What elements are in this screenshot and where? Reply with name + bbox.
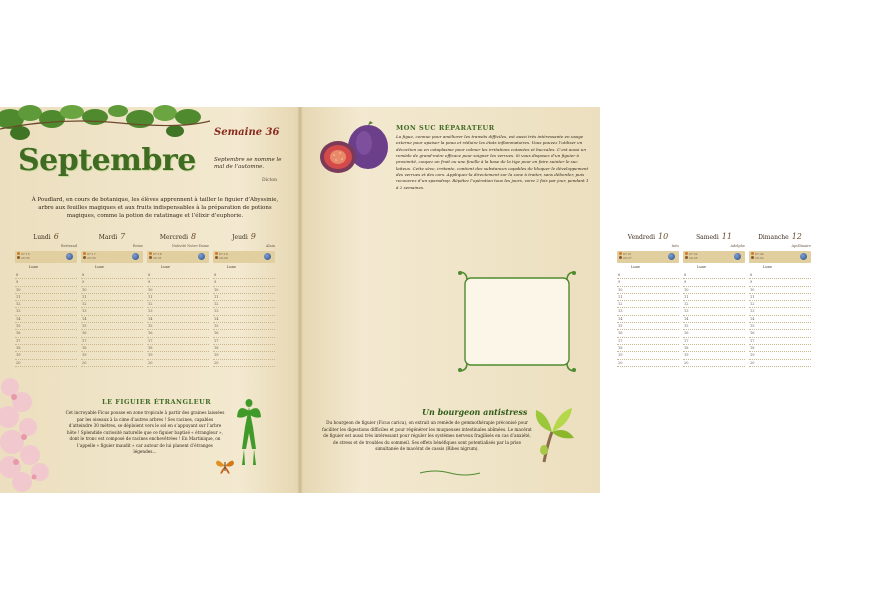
bourgeon-section-text: Du bourgeon de figuier (Ficus carica), on extrait un remède de gemmothérapie préconisé pour faciliter les digestions difficiles et pour régénérer les muqueuses intestinales abîmées. Le macérat de figuier est aussi très intéressant pour réguler les systèmes nerveux fragilisés en cas d’anxiété, de stress et de troubles du sommeil. Ses effets bénéfiques sont potentialisés par la prise simultanée de macérat de cassis (Ribes nigrum). (322, 420, 532, 451)
sunrise-icon (215, 252, 218, 255)
cherry-blossom-illustration (0, 367, 60, 493)
hour-label: 19 (750, 353, 755, 358)
hour-row[interactable] (617, 345, 679, 352)
sunset-icon (83, 256, 86, 259)
hour-row[interactable] (81, 338, 143, 345)
saint-name: Alain (265, 244, 275, 248)
day-column (617, 232, 679, 365)
hour-row[interactable] (617, 294, 679, 301)
sun-times (617, 251, 679, 263)
hour-grid (617, 272, 679, 367)
hour-grid (213, 272, 275, 367)
hour-label: 15 (148, 324, 153, 329)
sunset-time: 20:35 (21, 256, 30, 260)
proverb-source: Dicton (262, 178, 277, 183)
hour-label: 17 (148, 338, 153, 343)
hour-label: 9 (684, 280, 687, 285)
hour-row[interactable] (147, 352, 209, 359)
hour-label: 11 (214, 294, 219, 299)
sunrise-icon (685, 252, 688, 255)
hour-label: 14 (214, 316, 219, 321)
hour-row[interactable] (617, 323, 679, 330)
hour-row[interactable] (617, 287, 679, 294)
moon-label: Lune (95, 265, 104, 269)
hour-label: 9 (148, 280, 151, 285)
fig-section-title: LE FIGUIER ÉTRANGLEUR (102, 398, 212, 406)
hour-label: 16 (16, 331, 21, 336)
hour-label: 19 (82, 353, 87, 358)
hour-grid (147, 272, 209, 367)
hour-label: 11 (148, 294, 153, 299)
sunrise-time: 07:15 (21, 252, 30, 256)
hour-label: 10 (148, 287, 153, 292)
hour-row[interactable] (683, 308, 745, 315)
saint-name: Adelphe (730, 244, 745, 248)
hour-label: 16 (82, 331, 87, 336)
hour-row[interactable] (749, 352, 811, 359)
sunset-icon (149, 256, 152, 259)
hour-label: 20 (684, 360, 689, 365)
hour-label: 18 (750, 345, 755, 350)
hour-label: 12 (750, 302, 755, 307)
hour-row[interactable] (749, 272, 811, 279)
hour-row[interactable] (749, 338, 811, 345)
sunrise-icon (619, 252, 622, 255)
day-header (683, 232, 745, 244)
hour-row[interactable] (15, 308, 77, 315)
hour-label: 11 (750, 294, 755, 299)
hour-row[interactable] (147, 345, 209, 352)
hour-label: 9 (214, 280, 217, 285)
hour-label: 14 (750, 316, 755, 321)
hour-row[interactable] (683, 294, 745, 301)
hour-row[interactable] (81, 279, 143, 286)
hour-label: 14 (16, 316, 21, 321)
hour-row[interactable] (749, 316, 811, 323)
hour-label: 19 (618, 353, 623, 358)
hour-row[interactable] (683, 279, 745, 286)
sunrise-time: 07:21 (623, 252, 632, 256)
hour-label: 16 (684, 331, 689, 336)
day-header (617, 232, 679, 244)
right-page (300, 107, 811, 493)
day-number: 10 (658, 232, 669, 241)
hour-label: 10 (618, 287, 623, 292)
saint-name: Inès (671, 244, 679, 248)
moon-phase-icon (264, 253, 271, 260)
hour-row[interactable] (749, 279, 811, 286)
fig-section-text: Cet incroyable Ficus pousse en zone tropicale à partir des graines laissées par les oiseaux à la cime d’autres arbres ! Ses racines, capables d’atteindre 30 mètres, se déploient vers le sol en s’appuyant sur l’arbre hôte ! Splendide curiosité naturelle que ce figuier baptisé « étrangleur », dont le tronc est composé de racines enchevêtrées ! En Martinique, on l’appelle « figuier maudit » car autour de lui planent d’étranges légendes… (65, 410, 225, 454)
day-header (749, 232, 811, 244)
book-gutter (297, 107, 303, 493)
hour-label: 17 (618, 338, 623, 343)
hour-label: 13 (148, 309, 153, 314)
hour-row[interactable] (81, 294, 143, 301)
week-label: Semaine 36 (214, 127, 280, 138)
hour-row[interactable] (81, 345, 143, 352)
hour-label: 19 (214, 353, 219, 358)
hour-row[interactable] (213, 316, 275, 323)
hour-row[interactable] (147, 279, 209, 286)
day-number: 9 (250, 232, 256, 241)
day-column (683, 232, 745, 365)
sunset-icon (17, 256, 20, 259)
suc-section-title: MON SUC RÉPARATEUR (396, 124, 495, 132)
hour-label: 10 (16, 287, 21, 292)
hour-label: 10 (214, 287, 219, 292)
day-number: 11 (721, 232, 732, 241)
hour-label: 15 (618, 324, 623, 329)
hour-row[interactable] (147, 301, 209, 308)
hour-row[interactable] (15, 360, 77, 367)
foliage-illustration (0, 107, 210, 147)
moon-phase-icon (734, 253, 741, 260)
hour-label: 20 (750, 360, 755, 365)
hour-row[interactable] (15, 294, 77, 301)
hour-label: 12 (618, 302, 623, 307)
hour-label: 16 (618, 331, 623, 336)
hour-label: 12 (16, 302, 21, 307)
sunset-icon (619, 256, 622, 259)
hour-label: 13 (214, 309, 219, 314)
day-name: Lundi (33, 234, 51, 241)
moon-label: Lune (697, 265, 706, 269)
saint-name: Reine (132, 244, 143, 248)
hour-label: 10 (750, 287, 755, 292)
hour-label: 11 (618, 294, 623, 299)
sunrise-time: 07:22 (689, 252, 698, 256)
hour-grid (683, 272, 745, 367)
sunset-icon (751, 256, 754, 259)
hour-row[interactable] (617, 301, 679, 308)
sun-times (213, 251, 275, 263)
moon-label: Lune (161, 265, 170, 269)
hour-row[interactable] (683, 287, 745, 294)
day-name: Dimanche (758, 234, 789, 241)
moon-label: Lune (763, 265, 772, 269)
hour-row[interactable] (81, 323, 143, 330)
hour-label: 16 (148, 331, 153, 336)
hour-row[interactable] (15, 338, 77, 345)
hour-label: 12 (82, 302, 87, 307)
hour-row[interactable] (617, 279, 679, 286)
hour-row[interactable] (617, 272, 679, 279)
hour-row[interactable] (683, 316, 745, 323)
hour-row[interactable] (15, 323, 77, 330)
proverb: Septembre se nomme le mal de l’automne. (214, 157, 282, 171)
sunset-time: 20:29 (219, 256, 228, 260)
day-name: Jeudi (232, 234, 248, 241)
hour-label: 16 (214, 331, 219, 336)
hour-label: 8 (684, 273, 687, 277)
saint-name: Bertrand (61, 244, 77, 248)
hour-row[interactable] (147, 308, 209, 315)
hour-row[interactable] (15, 279, 77, 286)
hour-row[interactable] (213, 301, 275, 308)
hour-row[interactable] (683, 301, 745, 308)
hour-row[interactable] (147, 316, 209, 323)
moon-phase-icon (800, 253, 807, 260)
sunrise-time: 07:19 (219, 252, 228, 256)
sunset-time: 20:25 (689, 256, 698, 260)
hour-row[interactable] (147, 338, 209, 345)
hour-row[interactable] (81, 308, 143, 315)
saint-name: Nativité Notre-Dame (171, 244, 209, 248)
sun-times (749, 251, 811, 263)
hour-label: 18 (148, 345, 153, 350)
hour-label: 12 (684, 302, 689, 307)
hour-row[interactable] (749, 323, 811, 330)
hour-label: 8 (82, 273, 85, 277)
day-name: Samedi (696, 234, 719, 241)
hour-label: 8 (750, 273, 753, 277)
hour-row[interactable] (213, 287, 275, 294)
day-column (15, 232, 77, 365)
hour-label: 20 (82, 360, 87, 365)
sunset-time: 20:33 (87, 256, 96, 260)
intro-text: À Poudlard, en cours de botanique, les élèves apprennent à tailler le figuier d’Abyssinie, arbre aux feuilles magiques et aux fruits indispensables à la préparation de potions magiques, comme la potion de ratatinage et l’élixir d’euphorie. (31, 197, 279, 219)
hour-row[interactable] (213, 345, 275, 352)
day-column (147, 232, 209, 365)
moon-phase-icon (198, 253, 205, 260)
month-title: Septembre (18, 143, 196, 178)
sun-times (683, 251, 745, 263)
hour-row[interactable] (617, 308, 679, 315)
day-header (15, 232, 77, 244)
days-right (617, 232, 887, 432)
hour-row[interactable] (749, 287, 811, 294)
hour-row[interactable] (81, 360, 143, 367)
moon-label: Lune (29, 265, 38, 269)
sunrise-time: 07:17 (87, 252, 96, 256)
hour-row[interactable] (749, 301, 811, 308)
suc-section-text: La figue, connue pour améliorer les transits difficiles, est aussi très intéressante en usage externe pour apaiser la peau et réduire les états inflammatoires. Vous pouvez l’utiliser en décoction ou en cataplasme pour calmer les irritations cutanées et buccales. C’est aussi un remède de grand-mère efficace pour soigner les verrues. Si vous disposez d’un figuier à proximité, coupez un fruit ou une feuille à la base de la tige pour en faire suinter le suc laiteux. Cette sève, irritante, contient des substances capables de bloquer le développement des verrues et des cors. Appliquez-la directement sur la zone à traiter, sans déborder, puis recouvrez d’un sparadrap. Répétez l’opération tous les jours, voire 2 fois par jour, pendant 1 à 2 semaines. (396, 134, 589, 190)
day-number: 8 (191, 232, 197, 241)
hour-row[interactable] (15, 345, 77, 352)
day-column (81, 232, 143, 365)
moon-label: Lune (631, 265, 640, 269)
hour-label: 14 (618, 316, 623, 321)
sunrise-time: 07:24 (755, 252, 764, 256)
hour-row[interactable] (213, 330, 275, 337)
sunset-icon (685, 256, 688, 259)
hour-row[interactable] (617, 338, 679, 345)
hour-label: 11 (16, 294, 21, 299)
hour-label: 15 (684, 324, 689, 329)
hour-row[interactable] (749, 330, 811, 337)
hour-row[interactable] (81, 330, 143, 337)
hour-row[interactable] (213, 279, 275, 286)
hour-label: 20 (16, 360, 21, 365)
hour-label: 11 (684, 294, 689, 299)
day-name: Mercredi (159, 234, 188, 241)
hour-label: 18 (82, 345, 87, 350)
hour-label: 13 (16, 309, 21, 314)
hour-label: 11 (82, 294, 87, 299)
sun-times (15, 251, 77, 263)
hour-row[interactable] (749, 308, 811, 315)
sunset-icon (215, 256, 218, 259)
hour-row[interactable] (15, 316, 77, 323)
hour-grid (81, 272, 143, 367)
saint-name: Apollinaire (791, 244, 811, 248)
hour-row[interactable] (683, 272, 745, 279)
hour-row[interactable] (213, 323, 275, 330)
hour-row[interactable] (213, 338, 275, 345)
hour-row[interactable] (617, 316, 679, 323)
hour-label: 17 (750, 338, 755, 343)
hour-label: 10 (82, 287, 87, 292)
hour-row[interactable] (147, 360, 209, 367)
fairy-silhouette-illustration (236, 397, 262, 467)
butterfly-illustration (215, 457, 235, 475)
hour-row[interactable] (15, 272, 77, 279)
hour-row[interactable] (213, 272, 275, 279)
moon-phase-icon (132, 253, 139, 260)
hour-row[interactable] (15, 287, 77, 294)
hour-label: 17 (684, 338, 689, 343)
hour-row[interactable] (213, 294, 275, 301)
hour-label: 10 (684, 287, 689, 292)
day-number: 7 (120, 232, 126, 241)
hour-label: 12 (214, 302, 219, 307)
day-number: 6 (53, 232, 59, 241)
hour-row[interactable] (81, 287, 143, 294)
hour-label: 14 (684, 316, 689, 321)
hour-label: 15 (82, 324, 87, 329)
hour-label: 13 (618, 309, 623, 314)
hour-row[interactable] (81, 272, 143, 279)
hour-label: 15 (214, 324, 219, 329)
hour-row[interactable] (617, 352, 679, 359)
sunrise-icon (149, 252, 152, 255)
day-column (213, 232, 275, 365)
day-name: Mardi (98, 234, 118, 241)
hour-row[interactable] (81, 316, 143, 323)
hour-row[interactable] (15, 330, 77, 337)
hour-row[interactable] (617, 360, 679, 367)
hour-row[interactable] (81, 301, 143, 308)
day-header (147, 232, 209, 244)
day-header (81, 232, 143, 244)
hour-label: 8 (148, 273, 151, 277)
hour-label: 8 (618, 273, 621, 277)
hour-row[interactable] (147, 330, 209, 337)
hour-label: 18 (618, 345, 623, 350)
hour-row[interactable] (15, 352, 77, 359)
day-column (749, 232, 811, 365)
hour-label: 20 (618, 360, 623, 365)
moon-phase-icon (668, 253, 675, 260)
hour-label: 19 (16, 353, 21, 358)
hour-label: 19 (148, 353, 153, 358)
hour-label: 15 (16, 324, 21, 329)
hour-row[interactable] (213, 308, 275, 315)
hour-row[interactable] (683, 338, 745, 345)
sun-times (147, 251, 209, 263)
hour-label: 14 (82, 316, 87, 321)
sunrise-icon (83, 252, 86, 255)
hour-label: 9 (82, 280, 85, 285)
hour-label: 20 (148, 360, 153, 365)
hour-label: 17 (82, 338, 87, 343)
moon-phase-icon (66, 253, 73, 260)
sunset-time: 20:27 (623, 256, 632, 260)
hour-row[interactable] (617, 330, 679, 337)
sunset-time: 20:31 (153, 256, 162, 260)
sunrise-time: 07:18 (153, 252, 162, 256)
hour-grid (15, 272, 77, 367)
sun-times (81, 251, 143, 263)
hour-label: 14 (148, 316, 153, 321)
hour-label: 18 (214, 345, 219, 350)
hour-label: 19 (684, 353, 689, 358)
hour-row[interactable] (683, 330, 745, 337)
day-number: 12 (791, 232, 802, 241)
hour-row[interactable] (81, 352, 143, 359)
hour-label: 17 (214, 338, 219, 343)
sunrise-icon (17, 252, 20, 255)
hour-row[interactable] (147, 294, 209, 301)
hour-row[interactable] (683, 360, 745, 367)
hour-row[interactable] (147, 287, 209, 294)
hour-grid (749, 272, 811, 367)
moon-label: Lune (227, 265, 236, 269)
sunrise-icon (751, 252, 754, 255)
hour-row[interactable] (15, 301, 77, 308)
hour-label: 9 (618, 280, 621, 285)
day-name: Vendredi (627, 234, 656, 241)
hour-row[interactable] (147, 272, 209, 279)
hour-label: 13 (684, 309, 689, 314)
hour-label: 12 (148, 302, 153, 307)
hour-row[interactable] (213, 360, 275, 367)
hour-row[interactable] (683, 323, 745, 330)
hour-label: 13 (82, 309, 87, 314)
decorative-flourish (420, 469, 480, 477)
hour-row[interactable] (749, 294, 811, 301)
hour-label: 15 (750, 324, 755, 329)
bourgeon-section-title: Un bourgeon antistress (422, 407, 528, 417)
hour-label: 9 (16, 280, 19, 285)
fig-bud-illustration (530, 402, 576, 464)
hour-label: 8 (16, 273, 19, 277)
hour-label: 8 (214, 273, 217, 277)
hour-label: 16 (750, 331, 755, 336)
sunset-time: 20:22 (755, 256, 764, 260)
figs-illustration (316, 121, 392, 181)
hour-label: 20 (214, 360, 219, 365)
hour-row[interactable] (749, 360, 811, 367)
hour-label: 13 (750, 309, 755, 314)
hour-label: 9 (750, 280, 753, 285)
left-page (0, 107, 300, 493)
day-header (213, 232, 275, 244)
notes-frame (457, 270, 577, 373)
hour-label: 18 (684, 345, 689, 350)
hour-row[interactable] (683, 352, 745, 359)
hour-row[interactable] (147, 323, 209, 330)
hour-label: 17 (16, 338, 21, 343)
hour-row[interactable] (749, 345, 811, 352)
hour-label: 18 (16, 345, 21, 350)
hour-row[interactable] (683, 345, 745, 352)
agenda-spread (0, 107, 811, 493)
hour-row[interactable] (213, 352, 275, 359)
